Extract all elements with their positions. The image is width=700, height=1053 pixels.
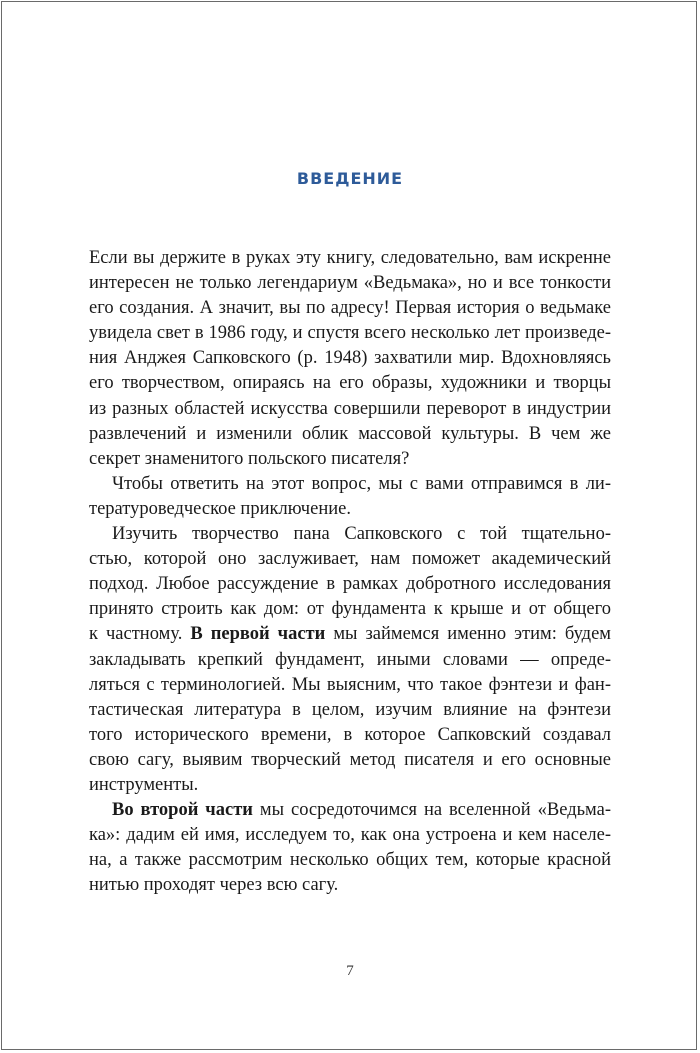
- text-fragment: к частному.: [89, 624, 183, 645]
- text-line: инструменты.: [89, 774, 199, 795]
- text-line: интересен не только легендариум «Ведьмака», но и все тонкости: [89, 273, 611, 294]
- text-line: Чтобы ответить на этот вопрос, мы с вами отправимся в ли-: [112, 473, 611, 494]
- text-line: свою сагу, выявим творческий метод писателя и его основные: [89, 749, 611, 770]
- text-line: стью, которой оно заслуживает, нам поможет академический: [89, 549, 611, 570]
- text-line: Если вы держите в руках эту книгу, следовательно, вам искренне: [89, 248, 611, 268]
- text-line: на, а также рассмотрим несколько общих тем, которые красной: [89, 850, 611, 871]
- text-line: нитью проходят через всю сагу.: [89, 875, 339, 896]
- text-line: секрет знаменитого польского писателя?: [89, 448, 410, 469]
- bold-phrase: В первой части: [190, 624, 326, 645]
- text-line: тастическая литература в целом, изучим влияние на фэнтези: [89, 699, 611, 720]
- text-line: подход. Любое рассуждение в рамках добротного исследования: [89, 574, 611, 595]
- text-line: ляться с терминологией. Мы выясним, что такое фэнтези и фан-: [89, 674, 611, 695]
- text-line-mixed: [89, 622, 611, 647]
- text-line: развлечений и изменили облик массовой культуры. В чем же: [89, 423, 611, 444]
- text-line: принято строить как дом: от фундамента к крыше и от общего: [89, 599, 611, 620]
- page-number: 7: [346, 963, 354, 979]
- text-line: его творчеством, опираясь на его образы, художники и творцы: [89, 373, 611, 394]
- text-line: увидела свет в 1986 году, и спустя всего несколько лет произведе-: [89, 323, 611, 344]
- chapter-heading: ВВЕДЕНИЕ: [296, 169, 404, 188]
- paragraph-1: [89, 246, 611, 472]
- text-line: закладывать крепкий фундамент, иными словами — опреде-: [89, 649, 611, 670]
- body-text: [89, 246, 611, 898]
- text-line: из разных областей искусства совершили переворот в индустрии: [89, 398, 611, 419]
- paragraph-3: [89, 522, 611, 798]
- text-line: его создания. А значит, вы по адресу! Первая история о ведьмаке: [89, 298, 611, 319]
- text-line-mixed: [89, 798, 611, 823]
- text-line: Изучить творчество пана Сапковского с той тщательно-: [112, 524, 611, 545]
- bold-phrase: Во второй части: [112, 800, 253, 821]
- text-line: ния Анджея Сапковского (р. 1948) захватили мир. Вдохновляясь: [89, 348, 611, 369]
- paragraph-4: [89, 798, 611, 898]
- text-line: тературоведческое приключение.: [89, 498, 351, 519]
- paragraph-2: [89, 472, 611, 522]
- text-fragment: мы сосредоточимся на вселенной «Ведьма-: [259, 800, 611, 821]
- text-line: ка»: дадим ей имя, исследуем то, как она устроена и кем населе-: [89, 825, 611, 846]
- text-fragment: мы займемся именно этим: будем: [333, 624, 612, 645]
- text-line: того исторического времени, в которое Сапковский создавал: [89, 724, 611, 745]
